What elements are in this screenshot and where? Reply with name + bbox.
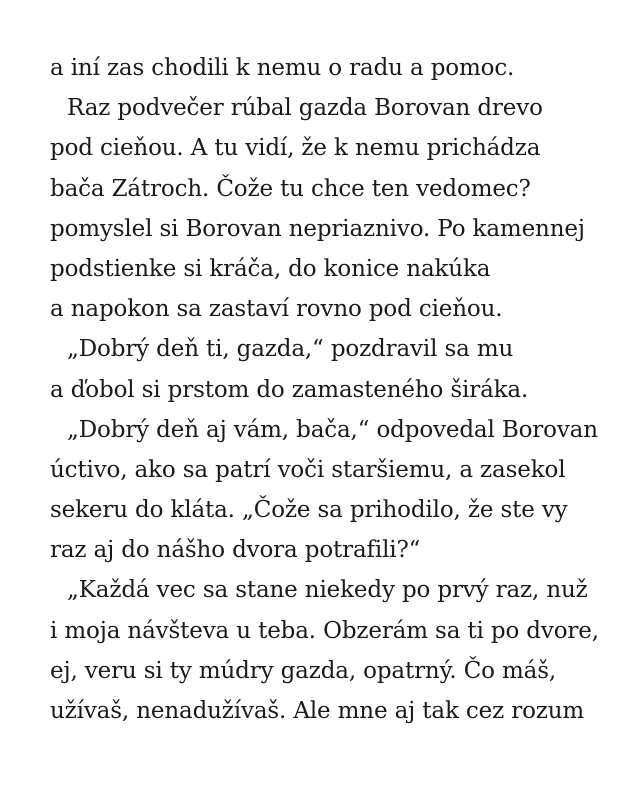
text-line: bača Zátroch. Čože tu chce ten vedomec? [50, 175, 531, 202]
text-line: pod cieňou. A tu vidí, že k nemu prichádza [50, 135, 541, 162]
text-line: užívaš, nenadužívaš. Ale mne aj tak cez rozum [50, 698, 585, 724]
text-line: ej, veru si ty múdry gazda, opatrný. Čo máš, [50, 657, 557, 684]
text-line: a napokon sa zastaví rovno pod cieňou. [50, 296, 503, 323]
text-line: sekeru do kláta. „Čože sa prihodilo, že ste vy [50, 497, 568, 524]
text-line: a iní zas chodili k nemu o radu a pomoc. [50, 55, 515, 81]
text-line: i moja návšteva u teba. Obzerám sa ti po dvore, [50, 617, 599, 644]
body-text [50, 48, 610, 731]
text-line: „Každá vec sa stane niekedy po prvý raz, nuž [67, 577, 588, 604]
text-line: podstienke si kráča, do konice nakúka [50, 255, 491, 282]
text-line: raz aj do nášho dvora potrafili?“ [50, 537, 421, 564]
text-line: úctivo, ako sa patrí voči staršiemu, a zasekol [50, 456, 566, 483]
text-line: pomyslel si Borovan nepriaznivo. Po kamennej [50, 215, 585, 242]
text-line: a ďobol si prstom do zamasteného širáka. [50, 376, 529, 403]
text-line: Raz podvečer rúbal gazda Borovan drevo [67, 95, 543, 122]
text-line: „Dobrý deň ti, gazda,“ pozdravil sa mu [67, 336, 514, 363]
text-line: „Dobrý deň aj vám, bača,“ odpovedal Borovan [67, 416, 598, 443]
